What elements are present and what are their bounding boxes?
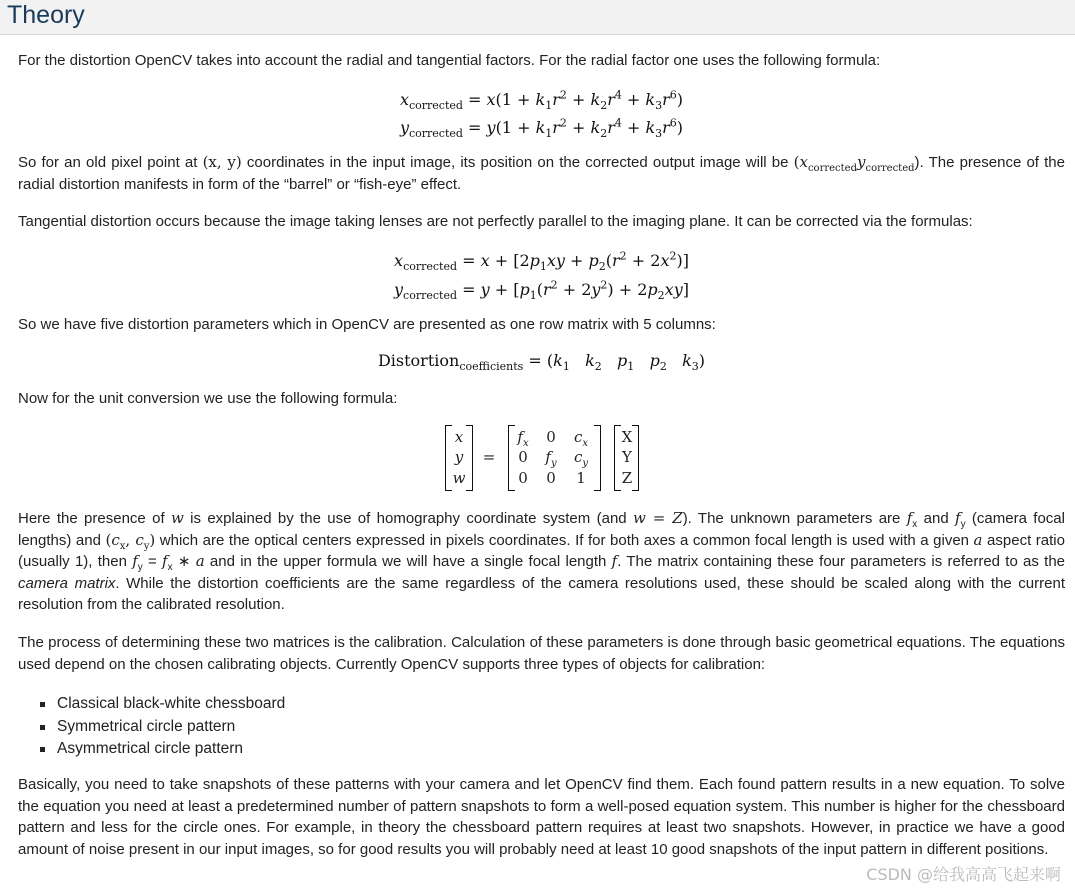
five-parameters-paragraph: So we have five distortion parameters which in OpenCV are presented as one row matrix with 5 columns: <box>18 316 716 333</box>
radial-explanation-paragraph: So for an old pixel point at (x, y) coordinates in the input image, its position on the corrected output image will be $(x_{corrected}y_{corrected})$. The presence of the radial distortion manifests in form of the “barrel” or “fish-eye” effect. <box>18 153 1065 193</box>
tangential-equation-x: $x_{corrected} = x + [2p_1xy + p_2(r^2 + 2x^2)]$ <box>394 249 689 274</box>
camera-matrix-equation: x y w = $f_x$ 0 $c_x$ 0 $f_y$ $c_y$ 0 0 1 X Y Z <box>18 425 1065 491</box>
distortion-coefficients-equation: Distortion$_{coefficients}$ = ($k_1$ $k_2$ $p_1$ $p_2$ $k_3$) <box>377 351 706 374</box>
csdn-watermark: CSDN @给我高高飞起来啊 <box>866 865 1061 884</box>
homography-paragraph: Here the presence of w is explained by the use of homography coordinate system (and w = Z). The unknown parameters are $f_x$ and $f_y$ (camera focal lengths) and ($c_x$, $c_y$) which are the optical centers expressed in pixels coordinates. If for both axes a common focal length is used with a given a aspect ratio (usually 1), then $f_y = f_x$ ∗ a and in the upper formula we will have a single focal length f. The matrix containing these four parameters is referred to as the camera matrix. While the distortion coefficients are the same regardless of the camera resolutions used, these should be scaled along with the current resolution from the calibrated resolution. <box>18 509 1065 613</box>
snapshots-paragraph: Basically, you need to take snapshots of these patterns with your camera and let OpenCV find them. Each found pattern results in a new equation. To solve the equation you need at least a predetermined number of pattern snapshots to form a well-posed equation system. This number is higher for the chessboard pattern and less for the circle ones. For example, in theory the chessboard pattern requires at least two snapshots. However, in practice we have a good amount of noise present in our input images, so for good results you will probably need at least 10 good snapshots of the input pattern in different positions. <box>18 776 1065 858</box>
list-item: Asymmetrical circle pattern <box>38 738 285 761</box>
unit-conversion-paragraph: Now for the unit conversion we use the following formula: <box>18 390 398 407</box>
calibration-paragraph: The process of determining these two matrices is the calibration. Calculation of these parameters is done through basic geometrical equations. The equations used depend on the chosen calibrating objects. Currently OpenCV supports three types of objects for calibration: <box>18 634 1065 673</box>
section-title: Theory <box>7 1 85 29</box>
tangential-equation-y: $y_{corrected} = y + [p_1(r^2 + 2y^2) + 2p_2xy]$ <box>394 278 689 303</box>
calibration-objects-list <box>38 693 285 761</box>
section-header <box>0 0 1075 35</box>
radial-equation-y: $y_{corrected} = y(1 + k_1r^2 + k_2r^4 + k_3r^6)$ <box>399 116 684 141</box>
list-item: Symmetrical circle pattern <box>38 716 285 739</box>
radial-equation-x: $x_{corrected} = x(1 + k_1r^2 + k_2r^4 + k_3r^6)$ <box>399 88 684 113</box>
intro-paragraph: For the distortion OpenCV takes into account the radial and tangential factors. For the radial factor one uses the following formula: <box>18 52 881 69</box>
tangential-paragraph: Tangential distortion occurs because the image taking lenses are not perfectly parallel to the imaging plane. It can be corrected via the formulas: <box>18 213 973 230</box>
list-item: Classical black-white chessboard <box>38 693 285 716</box>
